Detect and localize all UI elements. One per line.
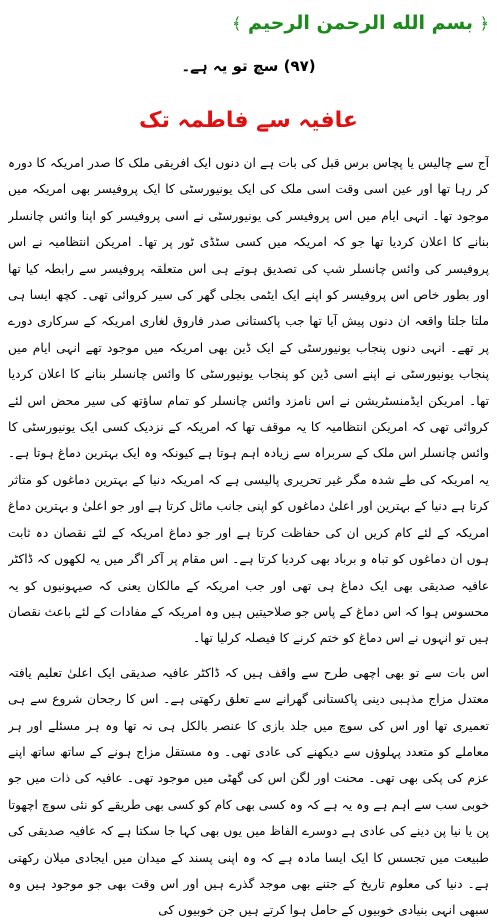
ornate-bracket-close: ﴾ [232,14,242,33]
chapter-heading: (٩٧) سچ تو یہ ہے۔ [181,57,316,75]
bismillah-text: بسم الله الرحمن الرحيم [248,12,473,34]
body-paragraph-2: اس بات سے تو بھی اچھی طرح سے واقف ہیں کہ ڈاکٹر عافیہ صدیقی ایک اعلیٰ تعلیم یافتہ معتدل مزاج مذہبی دینی پاکستانی گھرانے سے تعلق رکھتی ہے۔ اس کا رجحان شروع سے ہی تعمیری تھا اور اس کی سوچ میں جلد بازی کا عنصر بالکل ہی نہ تھا وہ ہر مسئلے اور ہر معاملے کو متعدد پہلوؤں سے دیکھنے کی عادی تھی۔ وہ مستقل مزاج ہونے کے ساتھ ساتھ اپنے عزم کی پکی بھی تھی۔ محنت اور لگن اس کی گھٹی میں موجود تھی۔ عافیہ کی ذات میں جو خوبی سب سے اہم ہے وہ یہ ہے کہ وہ کسی بھی کام کو کسی بھی طریقے کو نئی سوچ اچھوتا پن یا نیا پن دینے کی عادی ہے دوسرے الفاظ میں یوں بھی کہا جا سکتا ہے کہ عافیہ صدیقی کی طبیعت میں تجسس کا ایک ایسا مادہ ہے کہ وہ اپنی پسند کے میدان میں ایجادی میلان رکھتی ہے۔ دنیا کی معلوم تاریخ کے جتنے بھی موجد گذرے ہیں اور اس وقت بھی جو موجود ہیں وہ سبھی انہی بنیادی خوبیوں کے حامل ہوا کرتے ہیں جن خوبیوں کی [8,665,489,918]
article-title: عافیہ سے فاطمہ تک [139,108,358,133]
body-paragraph-1: آج سے چالیس یا پچاس برس قبل کی بات ہے ان دنوں ایک افریقی ملک کا صدر امریکہ کا دورہ کر رہا تھا اور عین اسی وقت اسی ملک کی ایک یونیورسٹی کا ایک پروفیسر بھی امریکہ میں موجود تھا۔ انہی ایام میں اس پروفیسر کی یونیورسٹی نے اسی پروفیسر کو اپنا وائس چانسلر بنانے کا اعلان کردیا تھا جو کہ امریکہ میں کسی سٹڈی ٹور پر تھا۔ امریکن انتظامیہ نے اس پروفیسر کی وائس چانسلر شپ کی تصدیق ہوتے ہی اس متعلقہ پروفیسر سے رابطہ کیا تھا اور بطور خاص اس پروفیسر کو اپنے ایک ایٹمی بجلی گھر کی سیر کروائی تھی۔ کچھ ایسا ہی ملتا جلتا واقعہ ان دنوں پیش آیا تھا جب پاکستانی صدر فاروق لغاری امریکہ کے سرکاری دورے پر تھے۔ انہی دنوں پنجاب یونیورسٹی کے ایک ڈین بھی امریکہ میں موجود تھے انہی ایام میں پنجاب یونیورسٹی نے اپنے اسی ڈین کو پنجاب یونیورسٹی کا وائس چانسلر بنانے کا اعلان کردیا تھا۔ امریکن ایڈمنسٹریشن نے اس نامزد وائس چانسلر کو تمام ساؤتھ کی سیر محض اس لئے کروائی تھی کہ امریکن انتظامیہ کا یہ موقف تھا کہ امریکہ کے نزدیک کسی ایک یونیورسٹی کا وائس چانسلر اس ملک کے سربراہ سے زیادہ اہم ہوتا ہے کیونکہ وہ ایک بہترین دماغ ہوتا ہے۔ یہ امریکہ کی طے شدہ مگر غیر تحریری پالیسی ہے کہ امریکہ دنیا کے بہترین دماغوں کو متاثر کرتا ہے دنیا کے بہترین اور اعلیٰ دماغوں کو اپنی جانب مائل کرتا ہے اور جو اعلیٰ و بہترین دماغ امریکہ کے لئے کام کریں ان کی حفاظت کرتا ہے اور جو دماغ امریکہ کے لئے نقصان دہ ثابت ہوں ان دماغوں کو تباہ و برباد بھی کردیا کرتا ہے۔ اس مقام پر آکر اگر میں یہ لکھوں کہ ڈاکٹر عافیہ صدیقی بھی ایک دماغ ہی تھی اور جب امریکہ کے مالکان یعنی کہ صیہونیوں کو یہ محسوس ہوا کہ اس دماغ کے پاس جو صلاحیتیں ہیں وہ امریکہ کے مفادات کے لئے باعث نقصان ہیں تو انہوں نے اس دماغ کو ختم کرنے کا فیصلہ کرلیا تھا۔ [8,156,489,646]
ornate-bracket-open: ﴿ [479,14,489,33]
bismillah-heading [8,6,489,40]
